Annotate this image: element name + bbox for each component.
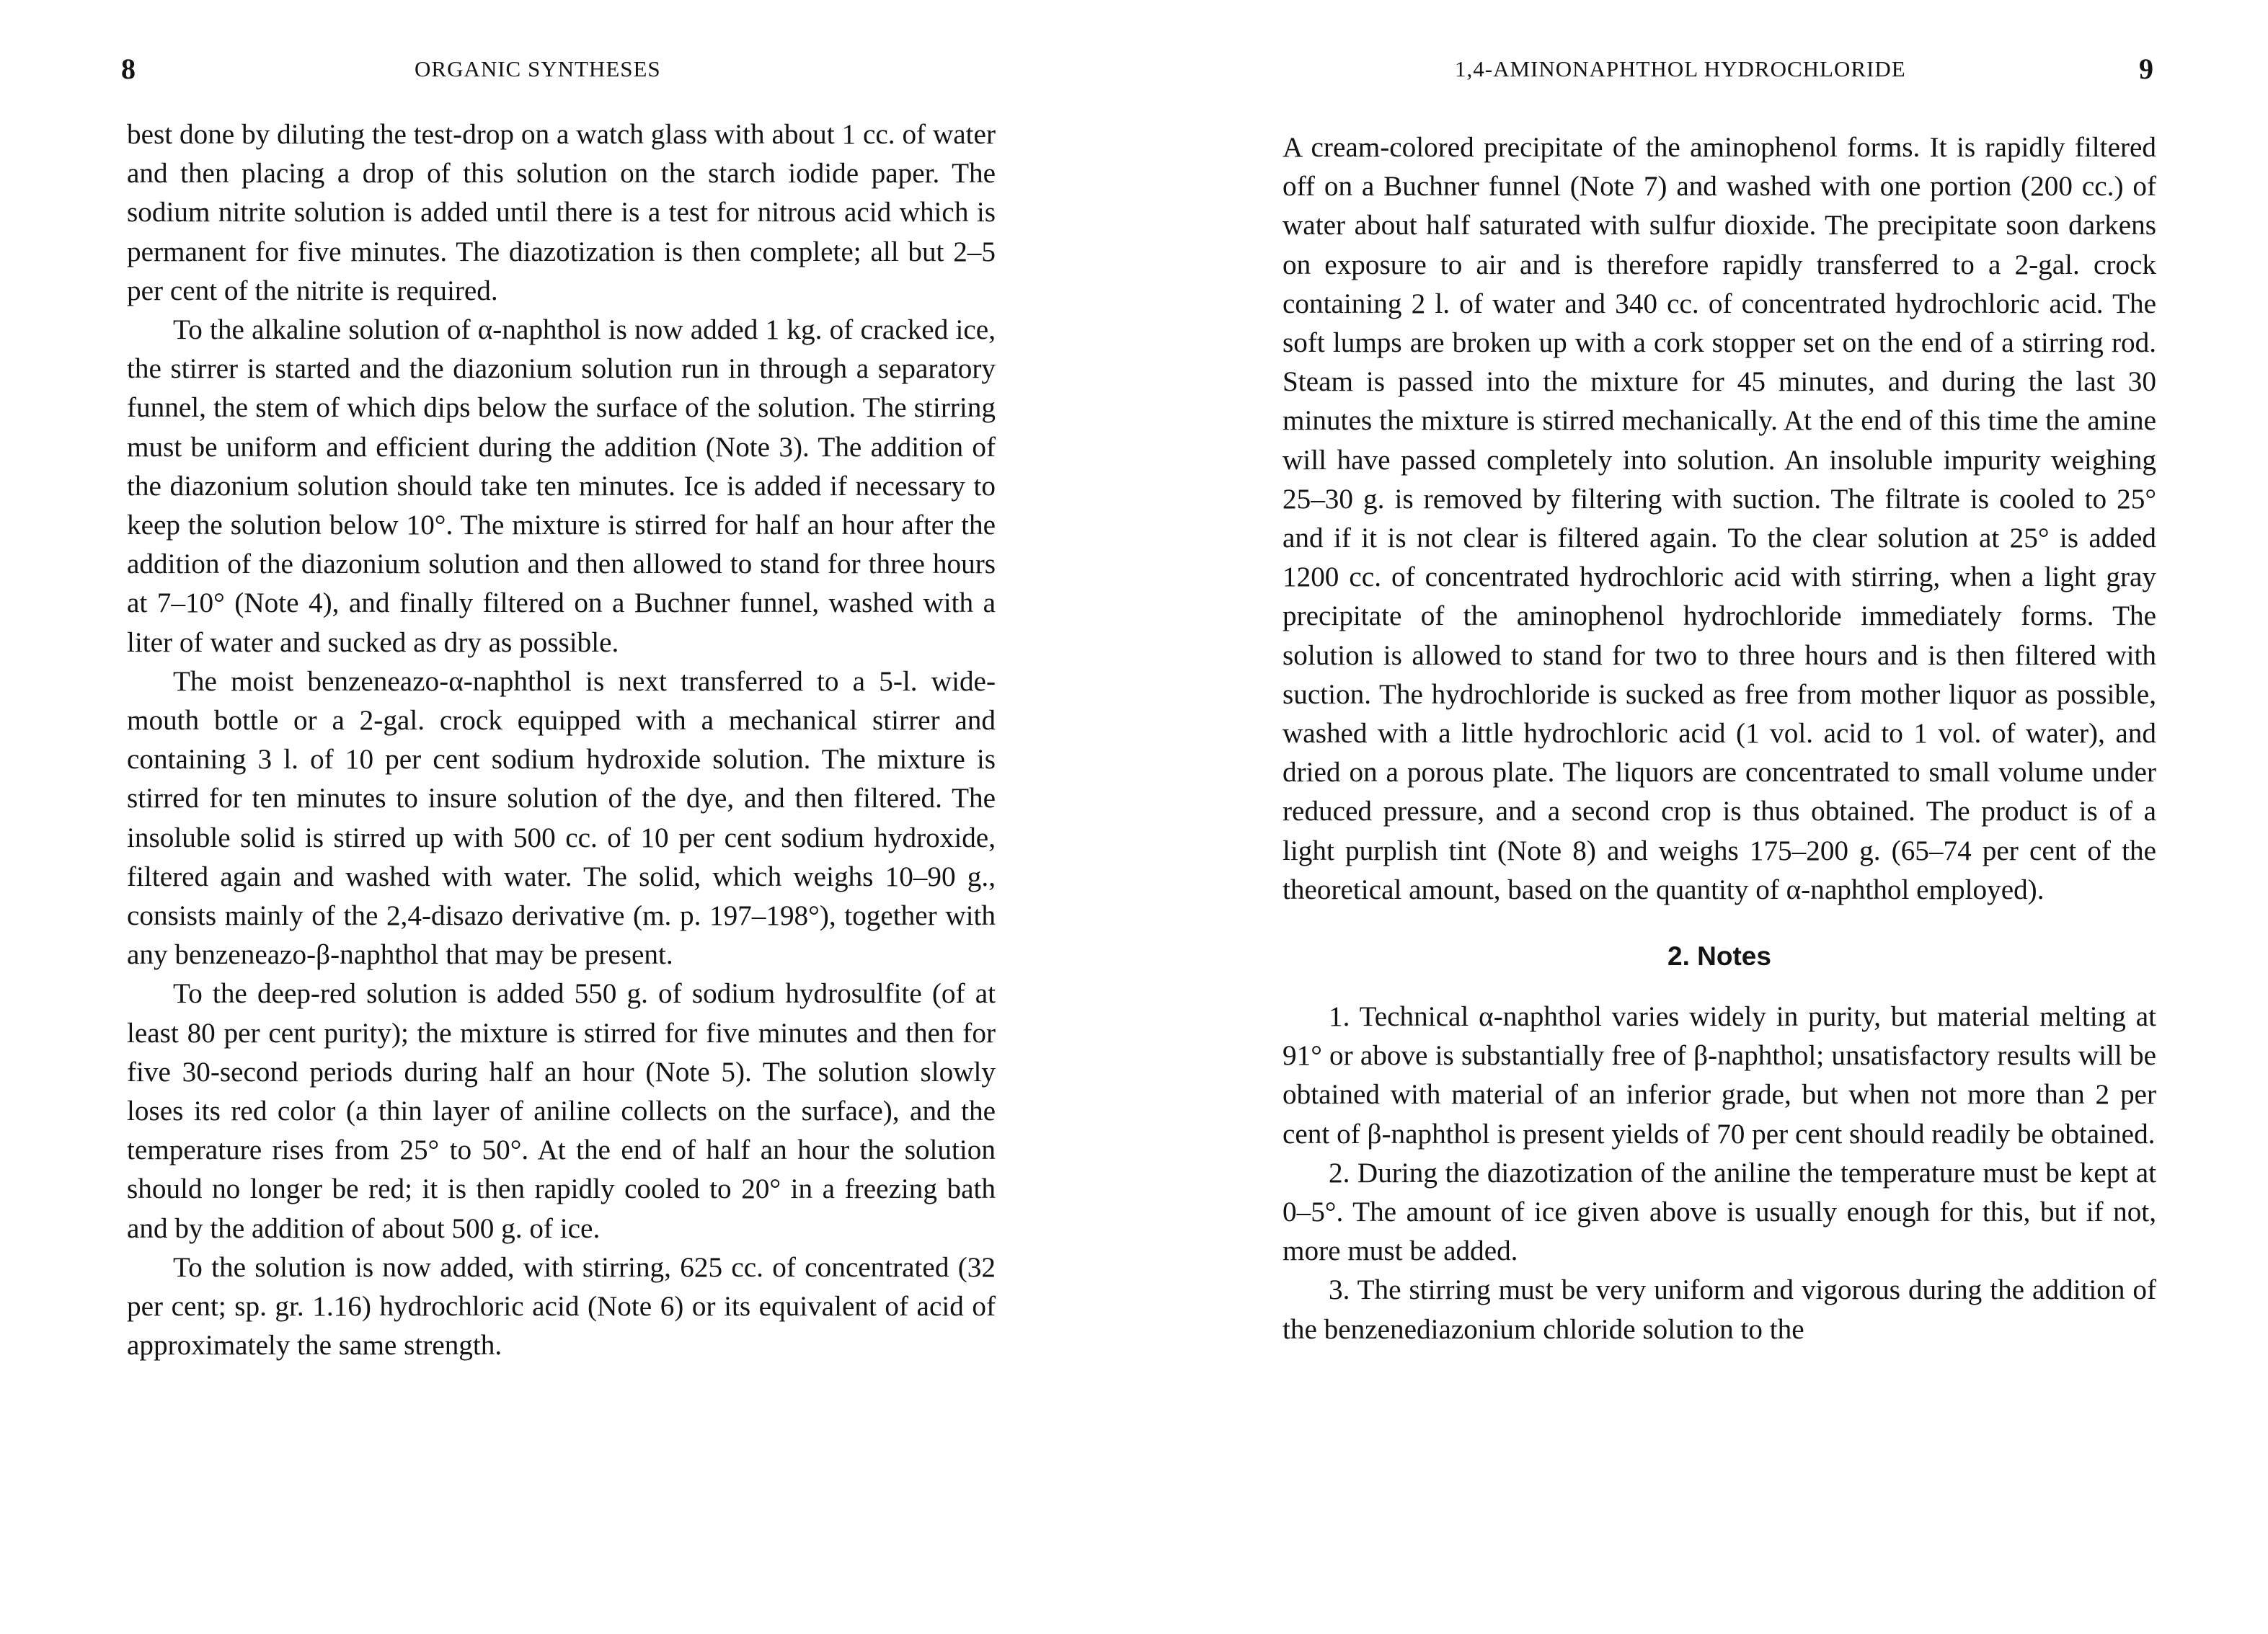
- page-number: 8: [121, 53, 136, 85]
- body-text: [127, 115, 996, 1366]
- paragraph: best done by diluting the test-drop on a watch glass with about 1 cc. of water and then placing a drop of this solution on the starch iodide paper. The sodium nitrite solution is added until there is a test for nitrous acid which is permanent for five minutes. The diazotization is then complete; all but 2–5 per cent of the nitrite is required.: [127, 119, 996, 306]
- note-item: 1. Technical α-naphthol varies widely in purity, but material melting at 91° or above is substantially free of β-naphthol; unsatisfactory results will be obtained with material of an inferior grade, but when not more than 2 per cent of β-naphthol is present yields of 70 per cent should readily be obtained.: [1283, 1001, 2156, 1150]
- paragraph: A cream-colored precipitate of the aminophenol forms. It is rapidly filtered off on a Buchner funnel (Note 7) and washed with one portion (200 cc.) of water about half saturated with sulfur dioxide. The precipitate soon darkens on exposure to air and is therefore rapidly transferred to a 2-gal. crock containing 2 l. of water and 340 cc. of concentrated hydrochloric acid. The soft lumps are broken up with a cork stopper set on the end of a stirring rod. Steam is passed into the mixture for 45 minutes, and during the last 30 minutes the mixture is stirred mechanically. At the end of this time the amine will have passed completely into solution. An insoluble impurity weighing 25–30 g. is removed by filtering with suction. The filtrate is cooled to 25° and if it is not clear is filtered again. To the clear solution at 25° is added 1200 cc. of concentrated hydrochloric acid with stirring, when a light gray precipitate of the aminophenol hydrochloride immediately forms. The solution is allowed to stand for two to three hours and is then filtered with suction. The hydrochloride is sucked as free from mother liquor as possible, washed with a little hydrochloric acid (1 vol. acid to 1 vol. of water), and dried on a porous plate. The liquors are concentrated to small volume under reduced pressure, and a second crop is thus obtained. The product is of a light purplish tint (Note 8) and weighs 175–200 g. (65–74 per cent of the theoretical amount, based on the quantity of α-naphthol employed).: [1283, 132, 2156, 905]
- right-page: [1134, 0, 2268, 1634]
- paragraph: To the deep-red solution is added 550 g. of sodium hydrosulfite (of at least 80 per cent purity); the mixture is stirred for five minutes and then for five 30-second periods during half an hour (Note 5). The solution slowly loses its red color (a thin layer of aniline collects on the surface), and the temperature rises from 25° to 50°. At the end of half an hour the solution should no longer be red; it is then rapidly cooled to 20° in a freezing bath and by the addition of about 500 g. of ice.: [127, 978, 996, 1244]
- running-head: ORGANIC SYNTHESES: [415, 56, 661, 81]
- notes-list: [1283, 998, 2156, 1349]
- paragraph: To the solution is now added, with stirring, 625 cc. of concentrated (32 per cent; sp. gr. 1.16) hydrochloric acid (Note 6) or its equivalent of acid of approximately the same strength.: [127, 1251, 996, 1362]
- body-text: [1283, 128, 2156, 1349]
- notes-heading: 2. Notes: [1667, 941, 1771, 972]
- paragraph: To the alkaline solution of α-naphthol is now added 1 kg. of cracked ice, the stirrer is started and the diazonium solution run in through a separatory funnel, the stem of which dips below the surface of the solution. The stirring must be uniform and efficient during the addition (Note 3). The addition of the diazonium solution should take ten minutes. Ice is added if necessary to keep the solution below 10°. The mixture is stirred for half an hour after the addition of the diazonium solution and then allowed to stand for three hours at 7–10° (Note 4), and finally filtered on a Buchner funnel, washed with a liter of water and sucked as dry as possible.: [127, 314, 996, 658]
- paragraph: The moist benzeneazo-α-naphthol is next transferred to a 5-l. wide-mouth bottle or a 2-gal. crock equipped with a mechanical stirrer and containing 3 l. of 10 per cent sodium hydroxide solution. The mixture is stirred for ten minutes to insure solution of the dye, and then filtered. The insoluble solid is stirred up with 500 cc. of 10 per cent sodium hydroxide, filtered again and washed with water. The solid, which weighs 10–90 g., consists mainly of the 2,4-disazo derivative (m. p. 197–198°), together with any benzeneazo-β-naphthol that may be present.: [127, 665, 996, 971]
- note-item: 2. During the diazotization of the aniline the temperature must be kept at 0–5°. The amount of ice given above is usually enough for this, but if not, more must be added.: [1283, 1157, 2156, 1267]
- running-head: 1,4-AMINONAPHTHOL HYDROCHLORIDE: [1455, 56, 1906, 81]
- note-item: 3. The stirring must be very uniform and vigorous during the addition of the benzenediazonium chloride solution to the: [1283, 1274, 2156, 1345]
- page-number: 9: [2139, 53, 2153, 85]
